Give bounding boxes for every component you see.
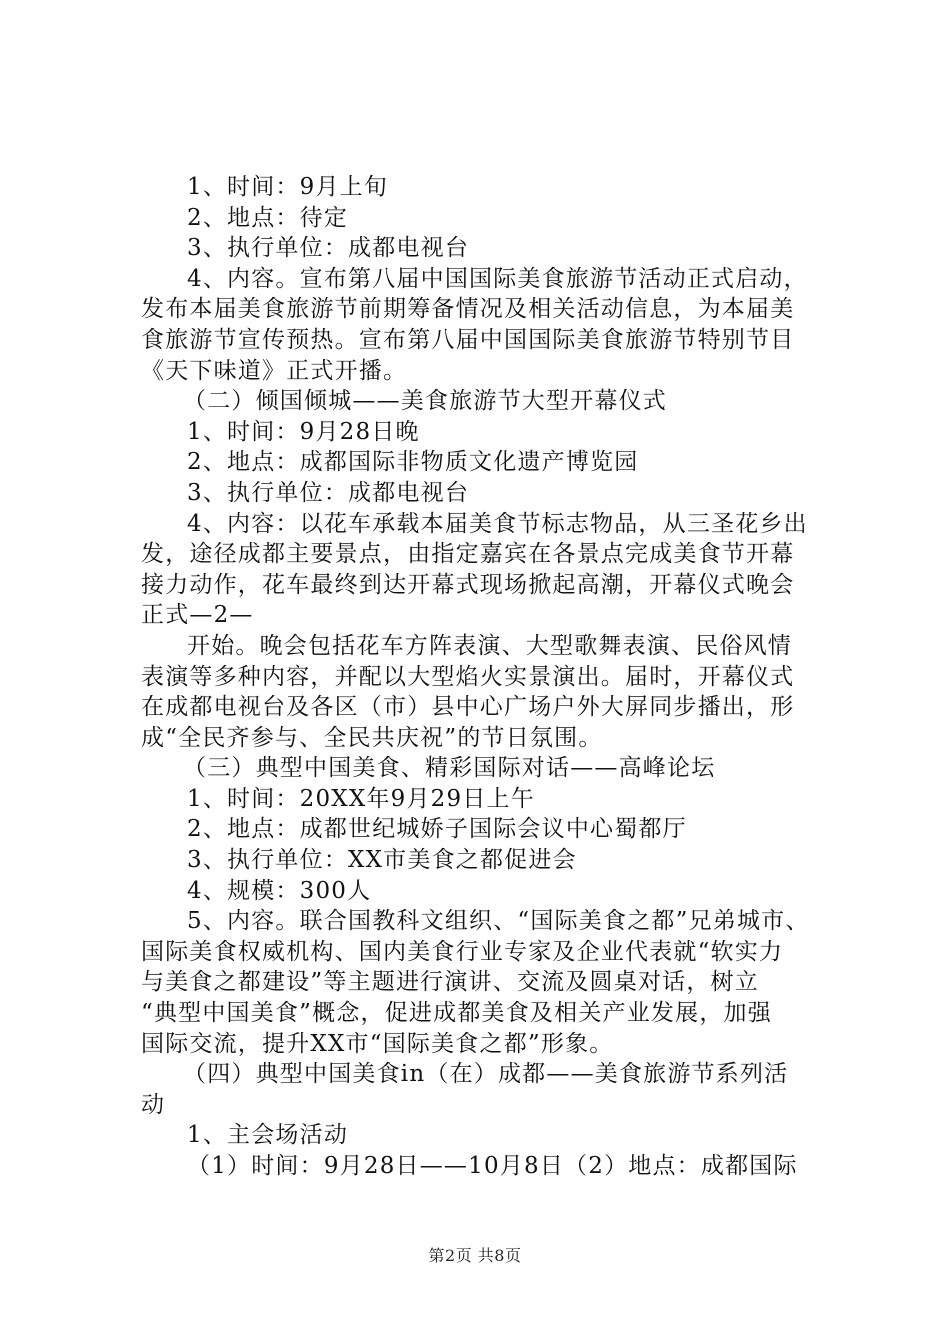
page-footer: 第2页 共8页 [428,1246,522,1265]
text-line: 4、规模：300人 [187,877,372,904]
text-line: 发，途径成都主要景点，由指定嘉宾在各景点完成美食节开幕 [141,541,795,568]
text-line: 开始。晚会包括花车方阵表演、大型歌舞表演、民俗风情 [187,632,792,659]
text-line: 3、执行单位：成都电视台 [187,479,470,506]
text-line: 《天下味道》正式开播。 [141,357,408,384]
text-line: （三）典型中国美食、精彩国际对话——高峰论坛 [183,755,716,782]
text-line: 接力动作，花车最终到达开幕式现场掀起高潮，开幕仪式晚会 [141,571,795,598]
text-line: 3、执行单位：XX市美食之都促进会 [187,847,577,874]
text-line: 国际美食权威机构、国内美食行业专家及企业代表就“软实力 [141,938,784,965]
document-body [141,172,841,1182]
text-line: 1、主会场活动 [187,1122,349,1149]
text-line: 5、内容。联合国教科文组织、“国际美食之都”兄弟城市、 [187,908,810,935]
text-line: 动 [141,1091,166,1118]
text-line: 1、时间：9月上旬 [187,174,389,200]
text-line: （1）时间：9月28日——10月8日（2）地点：成都国际 [187,1153,798,1179]
text-line: 国际交流，提升XX市“国际美食之都”形象。 [141,1030,614,1057]
text-line: 1、时间：9月28日晚 [187,418,420,445]
text-line: 2、地点：待定 [187,204,349,231]
text-line: 1、时间：20XX年9月29日上午 [187,785,535,812]
text-line: 4、内容：以花车承载本届美食节标志物品，从三圣花乡出 [187,510,808,537]
text-line: 与美食之都建设”等主题进行演讲、交流及圆桌对话，树立 [141,969,759,996]
text-line: 成“全民齐参与、全民共庆祝”的节日氛围。 [141,724,603,751]
text-line: （二）倾国倾城——美食旅游节大型开幕仪式 [183,388,667,415]
text-line: 表演等多种内容，并配以大型焰火实景演出。届时，开幕仪式 [141,663,795,690]
text-line: （四）典型中国美食in（在）成都——美食旅游节系列活 [183,1061,789,1088]
text-line: 发布本届美食旅游节前期筹备情况及相关活动信息，为本届美 [141,296,795,323]
text-line: 正式—2— [141,602,254,629]
text-line: 4、内容。宣布第八届中国国际美食旅游节活动正式启动， [187,265,808,292]
text-line: 2、地点：成都世纪城娇子国际会议中心蜀都厅 [187,816,687,843]
text-line: 3、执行单位：成都电视台 [187,235,470,262]
text-line: “典型中国美食”概念，促进成都美食及相关产业发展，加强 [141,1000,772,1027]
text-line: 食旅游节宣传预热。宣布第八届中国国际美食旅游节特别节目 [141,326,795,353]
text-line: 在成都电视台及各区（市）县中心广场户外大屏同步播出，形 [141,694,795,721]
text-line: 2、地点：成都国际非物质文化遗产博览园 [187,449,639,476]
